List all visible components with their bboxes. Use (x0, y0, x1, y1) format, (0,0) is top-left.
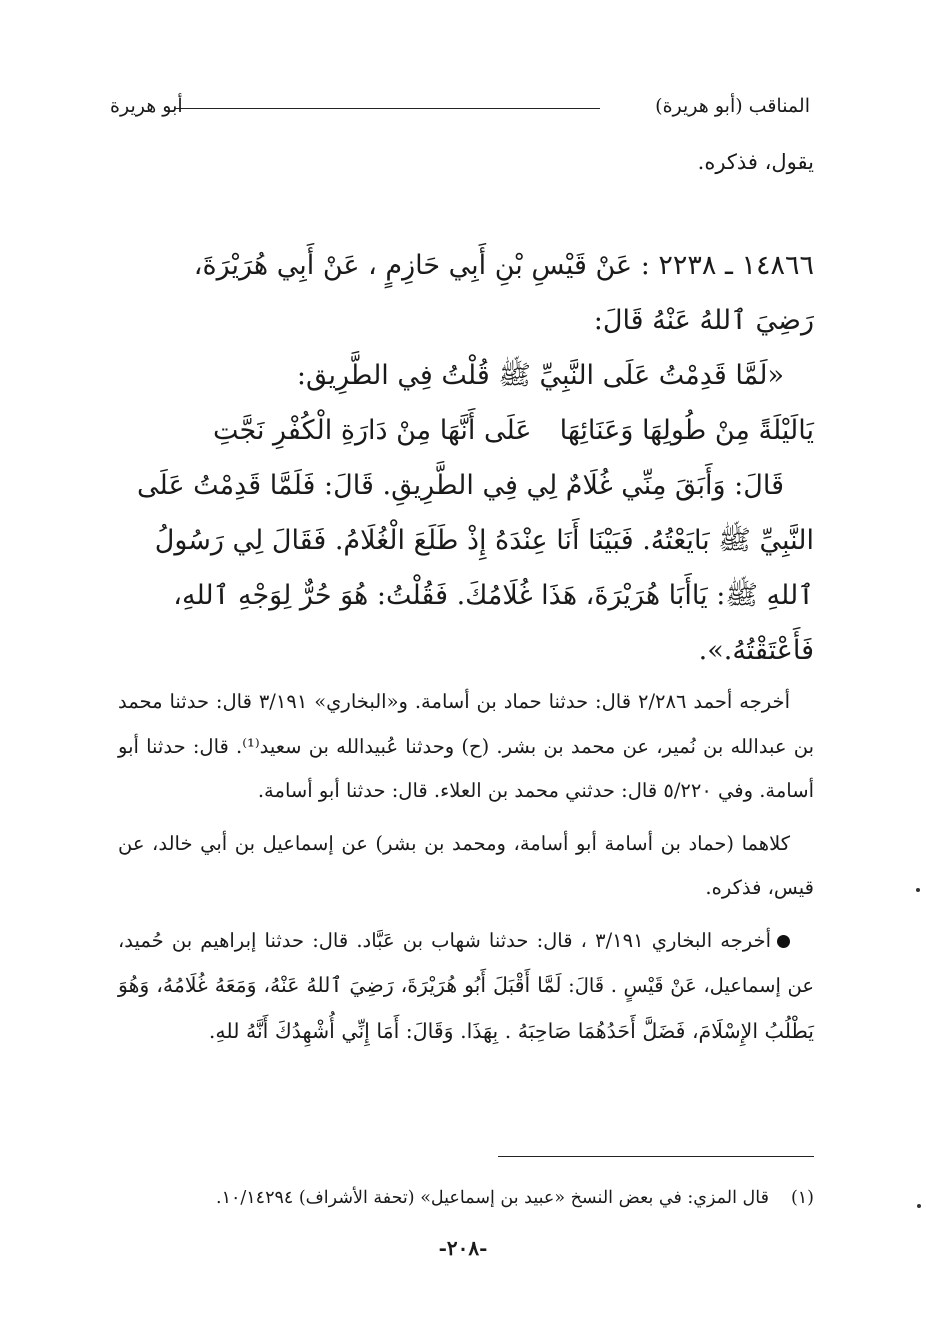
note-paragraph-3 (118, 919, 814, 1055)
scan-speck (916, 888, 920, 892)
footnote (118, 1188, 814, 1208)
takhrij-notes (118, 680, 814, 1054)
verse-second-hemistich: عَلَى أَنَّهَا مِنْ دَارَةِ الْكُفْرِ نَجَّتِ (213, 415, 532, 446)
header-section-title: أبو هريرة (110, 95, 183, 117)
hadith-number-line: ١٤٨٦٦ ـ ٢٢٣٨ : عَنْ قَيْسِ بْنِ أَبِي حَازِمٍ ، عَنْ أَبِي هُرَيْرَةَ، (193, 250, 814, 281)
hadith-narrative: قَالَ: وَأَبَقَ مِنِّي غُلَامٌ لِي فِي الطَّرِيقِ. قَالَ: فَلَمَّا قَدِمْتُ عَلَى النَّبِيِّ ﷺ بَايَعْتُهُ. فَبَيْنَا أَنَا عِنْدَهُ إِذْ طَلَعَ الْغُلَامُ. فَقَالَ لِي رَسُولُ ٱللهِ ﷺ: يَاأَبَا هُرَيْرَةَ، هَذَا غُلَامُكَ. فَقُلْتُ: هُوَ حُرٌّ لِوَجْهِ ٱللهِ، فَأَعْتَقْتُهُ.». (137, 470, 814, 666)
lead-line: يقول، فذكره. (697, 150, 814, 174)
scan-speck (917, 1204, 921, 1208)
verse-first-hemistich: يَالَيْلَةً مِنْ طُولِهَا وَعَنَائِهَا (559, 415, 814, 446)
hadith-text (118, 238, 814, 678)
note-paragraph-2: كلاهما (حماد بن أسامة أبو أسامة، ومحمد بن بشر) عن إسماعيل بن أبي خالد، عن قيس، فذكره. (118, 831, 814, 899)
header-rule (175, 108, 600, 109)
footnote-rule (498, 1156, 814, 1157)
footnote-number: (١) (790, 1188, 814, 1208)
bullet-icon (777, 935, 790, 948)
footnote-text: قال المزي: في بعض النسخ «عبيد بن إسماعيل» (تحفة الأشراف) ١٠/١٤٢٩٤. (216, 1188, 769, 1208)
note-paragraph-1: أخرجه أحمد ٢/٢٨٦ قال: حدثنا حماد بن أسامة. و«البخاري» ٣/١٩١ قال: حدثنا محمد بن عبدالله بن نُمير، عن محمد بن بشر. (ح) وحدثنا عُبيدالله بن سعيد⁽¹⁾. قال: حدثنا أبو أسامة. وفي ٥/٢٢٠ قال: حدثني محمد بن العلاء. قال: حدثنا أبو أسامة. (118, 690, 815, 802)
note-3-chain: أخرجه البخاري ٣/١٩١ ، قال: حدثنا شهاب بن عَبَّاد. قال: حدثنا إبراهيم بن حُميد، عن إسماعيل، عَنْ قَيْسٍ . قَالَ: (118, 928, 814, 997)
header-chapter-title: المناقب (أبو هريرة) (655, 95, 810, 117)
poetry-verse (118, 403, 814, 458)
hadith-attribution-line: رَضِيَ ٱللهُ عَنْهُ قَالَ: (593, 305, 814, 336)
page-number: -٢٠٨- (438, 1236, 488, 1260)
note-3-quote: لَمَّا أَقْبَلَ أَبُو هُرَيْرَةَ، رَضِيَ ٱللهُ عَنْهُ، وَمَعَهُ غُلَامُهُ، وَهُوَ يَطْلُبُ الإِسْلَامَ، فَضَلَّ أَحَدُهُمَا صَاحِبَهُ . بِهَذَا. وَقَالَ: أَمَا إِنِّي أُشْهِدُكَ أَنَّهُ للهِ. (118, 973, 814, 1043)
hadith-opening-line: «لَمَّا قَدِمْتُ عَلَى النَّبِيِّ ﷺ قُلْتُ فِي الطَّرِيق: (296, 360, 784, 391)
running-header (110, 95, 810, 125)
